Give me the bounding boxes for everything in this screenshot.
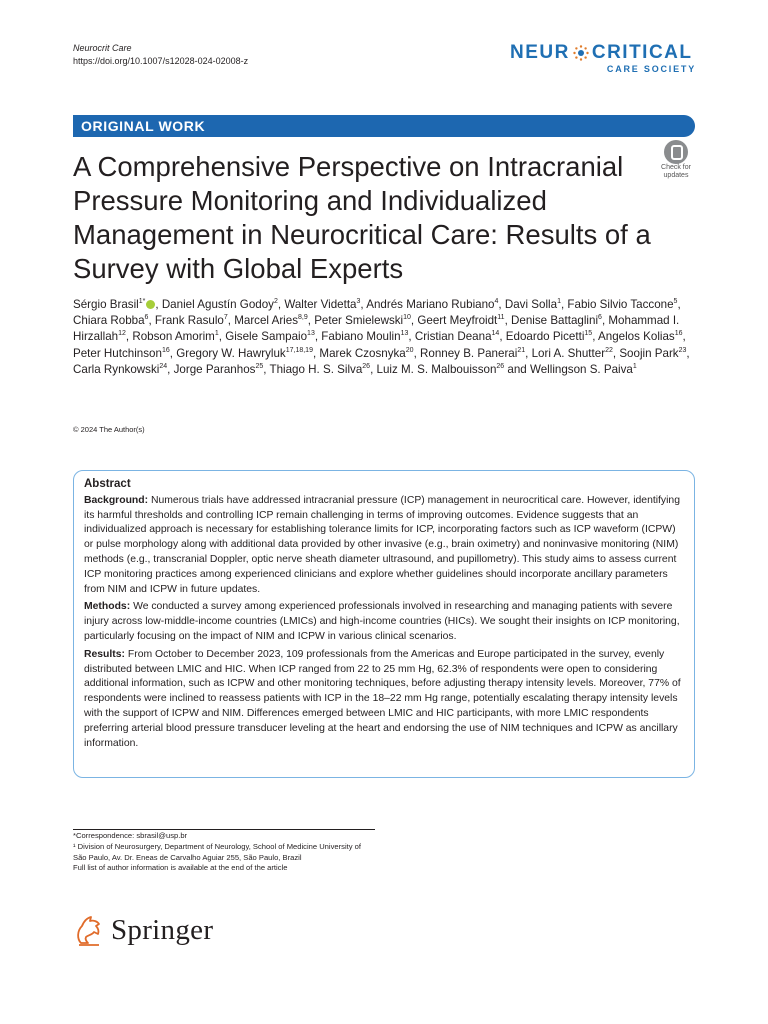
journal-name: Neurocrit Care: [73, 43, 132, 53]
author-name[interactable]: Geert Meyfroidt: [417, 314, 498, 328]
society-name-part2: CRITICAL: [591, 42, 693, 63]
author-affiliation-mark: 1: [557, 298, 561, 306]
author-name[interactable]: Chiara Robba: [73, 314, 145, 328]
author-affiliation-mark: 1: [214, 330, 219, 338]
author-affiliation-mark: 15: [584, 330, 593, 338]
author-affiliation-mark: 8,9: [298, 314, 308, 322]
author-name[interactable]: Jorge Paranhos: [173, 362, 256, 376]
author-affiliation-mark: 4: [494, 298, 499, 306]
author-name[interactable]: Gisele Sampaio: [225, 330, 308, 344]
author-affiliation-mark: 22: [605, 346, 613, 354]
author-name[interactable]: Luiz M. S. Malbouisson: [376, 362, 497, 376]
author-affiliation-mark: 16: [161, 346, 170, 354]
author-affiliation-mark: 2: [273, 298, 278, 306]
abstract-results: [84, 648, 686, 752]
author-affiliation-mark: 6: [144, 314, 149, 322]
background-label: Background:: [84, 494, 149, 506]
author-name[interactable]: Angelos Kolias: [598, 330, 675, 344]
abstract-methods: [84, 600, 686, 644]
author-name[interactable]: Wellingson S. Paiva: [529, 362, 633, 376]
methods-text: We conducted a survey among experienced professionals involved in researching and managing patients with severe injury across low-middle-income countries (LMICs) and high-income countries (HICs). We sought their insights on ICP monitoring, particularly focusing on the impact of NIM and ICPW in various clinical scenarios.: [84, 601, 680, 642]
check-for-updates-button[interactable]: [657, 140, 695, 180]
author-info-note: Full list of author information is available at the end of the article: [73, 863, 288, 873]
author-name[interactable]: Sérgio Brasil: [73, 298, 139, 311]
author-affiliation-mark: 11: [497, 314, 505, 322]
author-name[interactable]: Soojin Park: [619, 346, 679, 360]
author-name[interactable]: Peter Hutchinson: [73, 346, 162, 360]
copyright-notice: © 2024 The Author(s): [73, 425, 145, 434]
society-name-part1: NEUR: [510, 42, 570, 63]
author-affiliation-mark: 16: [674, 330, 683, 338]
sunburst-icon: [573, 45, 589, 61]
correspondence-note: *Correspondence: sbrasil@usp.br: [73, 831, 188, 840]
springer-horse-icon: [73, 913, 105, 947]
check-for-updates-label: Check for updates: [661, 164, 691, 179]
author-affiliation-mark: 1: [632, 362, 637, 370]
author-affiliation-mark: 20: [405, 346, 414, 354]
author-affiliation-mark: 6: [598, 314, 602, 322]
methods-label: Methods:: [84, 601, 131, 613]
author-name[interactable]: Ronney B. Panerai: [420, 346, 518, 360]
author-name[interactable]: Thiago H. S. Silva: [269, 362, 363, 376]
author-name[interactable]: Fabiano Moulin: [321, 330, 401, 344]
doi-link[interactable]: https://doi.org/10.1007/s12028-024-02008-z: [73, 56, 249, 66]
author-name[interactable]: Fabio Silvio Taccone: [567, 298, 674, 311]
author-affiliation-mark: 23: [678, 346, 687, 354]
author-affiliation-mark: 26: [362, 362, 371, 370]
author-affiliation-mark: 24: [159, 362, 168, 370]
neurocritical-care-society-logo: [510, 42, 696, 82]
author-name[interactable]: Andrés Mariano Rubiano: [366, 298, 495, 311]
author-affiliation-mark: 14: [491, 330, 500, 338]
author-name[interactable]: Denise Battaglini: [511, 314, 599, 328]
author-name[interactable]: Gregory W. Hawryluk: [176, 346, 286, 360]
author-affiliation-mark: 5: [673, 298, 678, 306]
author-list: Sérgio Brasil$^{1*}$ , Daniel Agustín Godoy$^2$, Walter Videtta$^3$, Andrés Mariano Rubiano$^4$, Davi Solla$^1$, Fabio Silvio Taccone$^5$, Chiara Robba$^6$, Frank Rasulo$^7$, Marcel Aries$^{8,9}$, Peter Smielewski$^{10}$, Geert Meyfroidt$^{11}$, Denise Battaglini$^6$, Mohammad I. Hirzallah$^{12}$, Robson Amorim$^1$, Gisele Sampaio$^{13}$, Fabiano Moulin$^{13}$, Cristian Deana$^{14}$, Edoardo Picetti$^{15}$, Angelos Kolias$^{16}$, Peter Hutchinson$^{16}$, Gregory W. Hawryluk$^{17,18,19}$, Marek Czosnyka$^{20}$, Ronney B. Panerai$^{21}$, Lori A. Shutter$^{22}$, Soojin Park$^{23}$, Carla Rynkowski$^{24}$, Jorge Paranhos$^{25}$, Thiago H. S. Silva$^{26}$, Luiz M. S. Malbouisson$^{26}$ and Wellingson S. Paiva$^1$: [73, 298, 690, 376]
author-name[interactable]: Peter Smielewski: [314, 314, 404, 328]
abstract-box: [73, 470, 695, 778]
article-type-banner: [73, 115, 695, 137]
author-name[interactable]: Davi Solla: [504, 298, 558, 311]
footnote-divider: [73, 829, 375, 830]
affiliation-note: ¹ Division of Neurosurgery, Department of Neurology, School of Medicine University of São Paulo, Av. Dr. Eneas de Carvalho Aguiar 255, São Paulo, Brazil: [73, 841, 361, 862]
springer-logo: [73, 910, 213, 950]
author-affiliation-mark: 17,18,19: [285, 346, 313, 354]
author-name[interactable]: Frank Rasulo: [154, 314, 224, 328]
results-text: From October to December 2023, 109 professionals from the Americas and Europe participated in the survey, evenly distributed between LMIC and HIC. When ICP ranged from 22 to 25 mm Hg, 62.3% of respondents were open to considering additional information, such as ICPW and other monitoring techniques, before adjusting therapy intensity levels. Moreover, 77% of respondents were inclined to reassess patients with ICP in the 18–22 mm Hg range, potentially escalating therapy intensity levels with the support of ICPW and NIM. Differences emerged between LMIC and HIC participants, with more LMIC respondents preferring arterial blood pressure transducer leveling at the heart and endorsing the use of NIM techniques and ICPW as ancillary information.: [84, 648, 681, 749]
author-name[interactable]: Daniel Agustín Godoy: [161, 298, 274, 311]
author-name[interactable]: Carla Rynkowski: [73, 362, 160, 376]
author-affiliation-mark: 13: [400, 330, 409, 338]
check-for-updates-icon: [664, 140, 688, 164]
author-name[interactable]: Robson Amorim: [132, 330, 215, 344]
abstract-heading: Abstract: [84, 478, 131, 490]
abstract-background: [84, 494, 686, 598]
author-name[interactable]: Cristian Deana: [414, 330, 492, 344]
article-type-label: ORIGINAL WORK: [81, 118, 206, 134]
author-name[interactable]: Walter Videtta: [284, 298, 357, 311]
author-affiliation-mark: 26: [496, 362, 505, 370]
author-affiliation-mark: 7: [223, 314, 228, 322]
author-name[interactable]: Marek Czosnyka: [319, 346, 406, 360]
society-name-line2: CARE SOCIETY: [606, 64, 696, 74]
author-name[interactable]: Marcel Aries: [234, 314, 299, 328]
author-affiliation-mark: 21: [517, 346, 526, 354]
background-text: Numerous trials have addressed intracranial pressure (ICP) management in neurocritical care. However, identifying its harmful thresholds and controlling ICP remain challenging in terms of improving outcomes. Evidence suggests that an individualized approach is necessary for establishing tolerance limits for ICP, incorporating factors such as ICP waveform (ICPW) or pulse morphology along with additional data provided by other invasive (e.g., brain oximetry) and noninvasive monitoring (NIM) methods (e.g., transcranial Doppler, optic nerve sheath diameter ultrasound, and pupillometry). This study aims to assess current ICP monitoring practices among experienced clinicians and explore whether guidelines should incorporate ancillary parameters from NIM and ICPW in future updates.: [84, 494, 680, 595]
results-label: Results:: [84, 648, 125, 660]
article-title: A Comprehensive Perspective on Intracranial Pressure Monitoring and Individualized Management in Neurocritical Care: Results of a Survey with Global Experts: [73, 151, 651, 284]
author-name[interactable]: Lori A. Shutter: [531, 346, 606, 360]
springer-wordmark: Springer: [111, 913, 214, 946]
author-affiliation-mark: 3: [356, 298, 361, 306]
author-affiliation-mark: 13: [307, 330, 315, 338]
author-affiliation-mark: 12: [118, 330, 126, 338]
author-affiliation-mark: 1*: [138, 298, 146, 306]
author-affiliation-mark: 10: [403, 314, 411, 322]
journal-meta: [73, 42, 248, 68]
footnotes: [73, 831, 373, 874]
author-name[interactable]: Mohammad I. Hirzallah: [73, 314, 680, 344]
orcid-icon[interactable]: [146, 300, 155, 309]
author-name[interactable]: Edoardo Picetti: [505, 330, 585, 344]
author-affiliation-mark: 25: [255, 362, 264, 370]
